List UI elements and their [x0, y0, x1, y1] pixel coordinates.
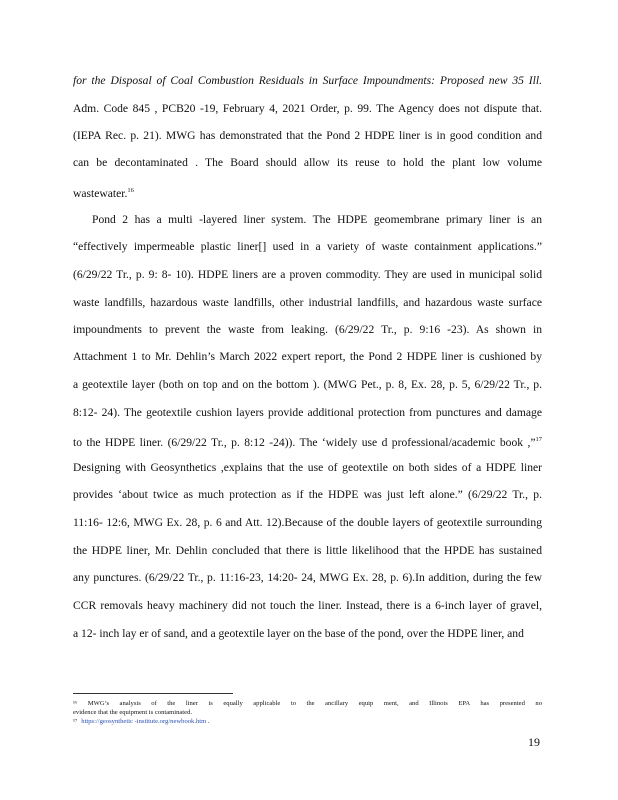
footnote-text: ¹⁶ MWG’s analysis of the liner is equally applicable to the ancillary equip ment, and Illinois EPA has presented no: [73, 700, 542, 707]
footnote-line: [73, 718, 542, 726]
body-line: [73, 627, 542, 641]
body-line: [73, 433, 542, 450]
footnote-line: [73, 700, 542, 708]
body-line: [73, 102, 542, 116]
body-line: [73, 323, 542, 337]
body-line-text: Adm. Code 845 , PCB20 -19, February 4, 2021 Order, p. 99. The Agency does not dispute that.: [73, 102, 542, 115]
footnote-text: evidence that the equipment is contaminated.: [73, 709, 193, 716]
footnote-reference: 16: [127, 187, 134, 194]
body-line-text: (6/29/22 Tr., p. 9: 8- 10). HDPE liners are a proven commodity. They are used in municipal solid: [73, 268, 542, 281]
footnote-trailing-text: .: [206, 718, 210, 725]
body-line: [73, 488, 542, 502]
footnote-marker: ¹⁷: [73, 718, 78, 725]
body-line-text: any punctures. (6/29/22 Tr., p. 11:16-23, 14:20- 24, MWG Ex. 28, p. 6).In addition, during the few: [73, 571, 542, 584]
body-line: [73, 129, 542, 143]
body-line: [73, 156, 542, 170]
body-line-text: CCR removals heavy machinery did not touch the liner. Instead, there is a 6-inch layer of gravel,: [73, 599, 542, 612]
body-line-text: (IEPA Rec. p. 21). MWG has demonstrated that the Pond 2 HDPE liner is in good condition and: [73, 129, 542, 142]
body-line-text: the HDPE liner, Mr. Dehlin concluded that there is little likelihood that the HPDE has sustained: [73, 544, 542, 557]
footnote-separator: [73, 693, 233, 694]
body-line-text: Pond 2 has a multi -layered liner system. The HDPE geomembrane primary liner is an: [92, 213, 542, 226]
page-number: 19: [528, 735, 540, 749]
body-line: [73, 184, 542, 201]
body-line-text: waste landfills, hazardous waste landfills, other industrial landfills, and hazardous waste surface: [73, 296, 542, 309]
body-line-text: a geotextile layer (both on top and on the bottom ). (MWG Pet., p. 8, Ex. 28, p. 5, 6/29/22 Tr., p.: [73, 378, 542, 391]
body-line: [92, 213, 542, 227]
body-line-text: a 12- inch lay er of sand, and a geotextile layer on the base of the pond, over the HDPE liner, and: [73, 627, 524, 640]
body-line-text: 11:16- 12:6, MWG Ex. 28, p. 6 and Att. 12).Because of the double layers of geotextile surrounding: [73, 516, 542, 529]
body-line: [73, 350, 542, 364]
body-line: [73, 599, 542, 613]
body-line-text: provides ‘about twice as much protection as if the HDPE was just left alone.” (6/29/22 Tr., p.: [73, 488, 542, 501]
body-line-text: impoundments to prevent the waste from leaking. (6/29/22 Tr., p. 9:16 -23). As shown in: [73, 323, 542, 336]
body-line: [73, 544, 542, 558]
footnote-reference: 17: [535, 436, 542, 443]
footnote-link[interactable]: https://geosynthetic -institute.org/newbook.htm: [81, 718, 207, 725]
body-line: [73, 296, 542, 310]
body-line-text: Attachment 1 to Mr. Dehlin’s March 2022 expert report, the Pond 2 HDPE liner is cushioned by: [73, 350, 542, 363]
body-line: [73, 406, 542, 420]
body-line: [73, 571, 542, 585]
body-line: [73, 74, 542, 88]
body-line-text: for the Disposal of Coal Combustion Residuals in Surface Impoundments: Proposed new 35 Ill.: [73, 74, 542, 87]
body-line-text: to the HDPE liner. (6/29/22 Tr., p. 8:12 -24)). The ‘widely use d professional/academic book ,”: [73, 436, 536, 449]
footnote-line: [73, 709, 542, 717]
body-line: [73, 461, 542, 475]
body-line: [73, 240, 542, 254]
body-line: [73, 268, 542, 282]
body-line-text: Designing with Geosynthetics ,explains that the use of geotextile on both sides of a HDPE liner: [73, 461, 542, 474]
body-line-text: “effectively impermeable plastic liner[] used in a variety of waste containment applications.”: [73, 240, 542, 253]
body-line-text: wastewater.: [73, 187, 128, 200]
body-line-text: can be decontaminated . The Board should allow its reuse to hold the plant low volume: [73, 156, 542, 169]
body-line: [73, 378, 542, 392]
body-line: [73, 516, 542, 530]
body-line-text: 8:12- 24). The geotextile cushion layers provide additional protection from punctures and damage: [73, 406, 542, 419]
